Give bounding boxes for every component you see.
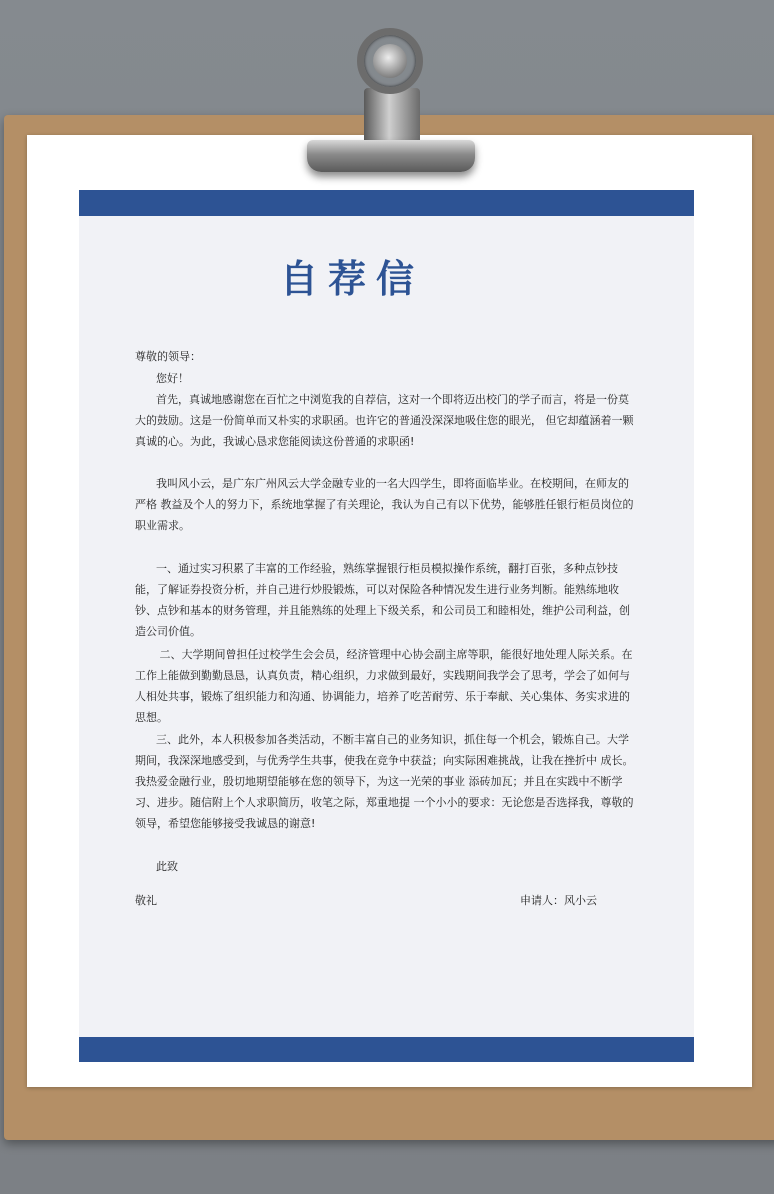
letter-title: 自荐信 (279, 257, 424, 301)
paragraph-point-3: 三、此外，本人积极参加各类活动，不断丰富自己的业务知识，抓住每一个机会，锻炼自己。大学期间，我深深地感受到，与优秀学生共事，使我在竞争中获益；向实际困难挑战，让我在挫折中 成长。我热爱金融行业，殷切地期望能够在您的领导下，为这一光荣的事业 添砖加瓦；并且在实践中不断学习、进步。随信附上个人求职简历，收笔之际，郑重地提 一个小小的要求：无论您是否选择我，尊敬的领导，希望您能够接受我诚恳的谢意! (135, 733, 634, 830)
header-bar (79, 190, 694, 216)
salutation: 尊敬的领导： (135, 350, 201, 363)
regards: 敬礼 (135, 894, 157, 907)
clip-rivet (373, 44, 407, 78)
applicant-signature: 申请人：风小云 (520, 894, 597, 907)
paragraph-self-intro: 我叫风小云，是广东广州风云大学金融专业的一名大四学生，即将面临毕业。在校期间，在师友的严格 教益及个人的努力下，系统地掌握了有关理论，我认为自己有以下优势，能够胜任银行柜员岗位的职业需求。 (135, 477, 634, 532)
closing: 此致 (156, 860, 178, 873)
paragraph-point-2: 二、大学期间曾担任过校学生会会员，经济管理中心协会副主席等职，能很好地处理人际关系。在工作上能做到勤勤恳恳，认真负责，精心组织，力求做到最好，实践期间我学会了思考，学会了如何与人相处共事，锻炼了组织能力和沟通、协调能力，培养了吃苦耐劳、乐于奉献、关心集体、务实求进的思想。 (135, 648, 633, 724)
footer-bar (79, 1037, 694, 1062)
clip-base (307, 140, 475, 172)
clip-plate (364, 88, 420, 146)
greeting: 您好！ (156, 372, 189, 385)
paragraph-intro: 首先，真诚地感谢您在百忙之中浏览我的自荐信，这对一个即将迈出校门的学子而言，将是一份莫大的鼓励。这是一份简单而又朴实的求职函。也许它的普通没深深地吸住您的眼光， 但它却蕴涵着一颗真诚的心。为此，我诚心恳求您能阅读这份普通的求职函! (135, 393, 634, 448)
paragraph-point-1: 一、通过实习积累了丰富的工作经验，熟练掌握银行柜员模拟操作系统，翻打百张，多种点钞技能，了解证券投资分析，并自己进行炒股锻炼，可以对保险各种情况发生进行业务判断。能熟练地收钞、点钞和基本的财务管理，并且能熟练的处理上下级关系，和公司员工和睦相处，维护公司利益，创造公司价值。 (135, 562, 630, 638)
